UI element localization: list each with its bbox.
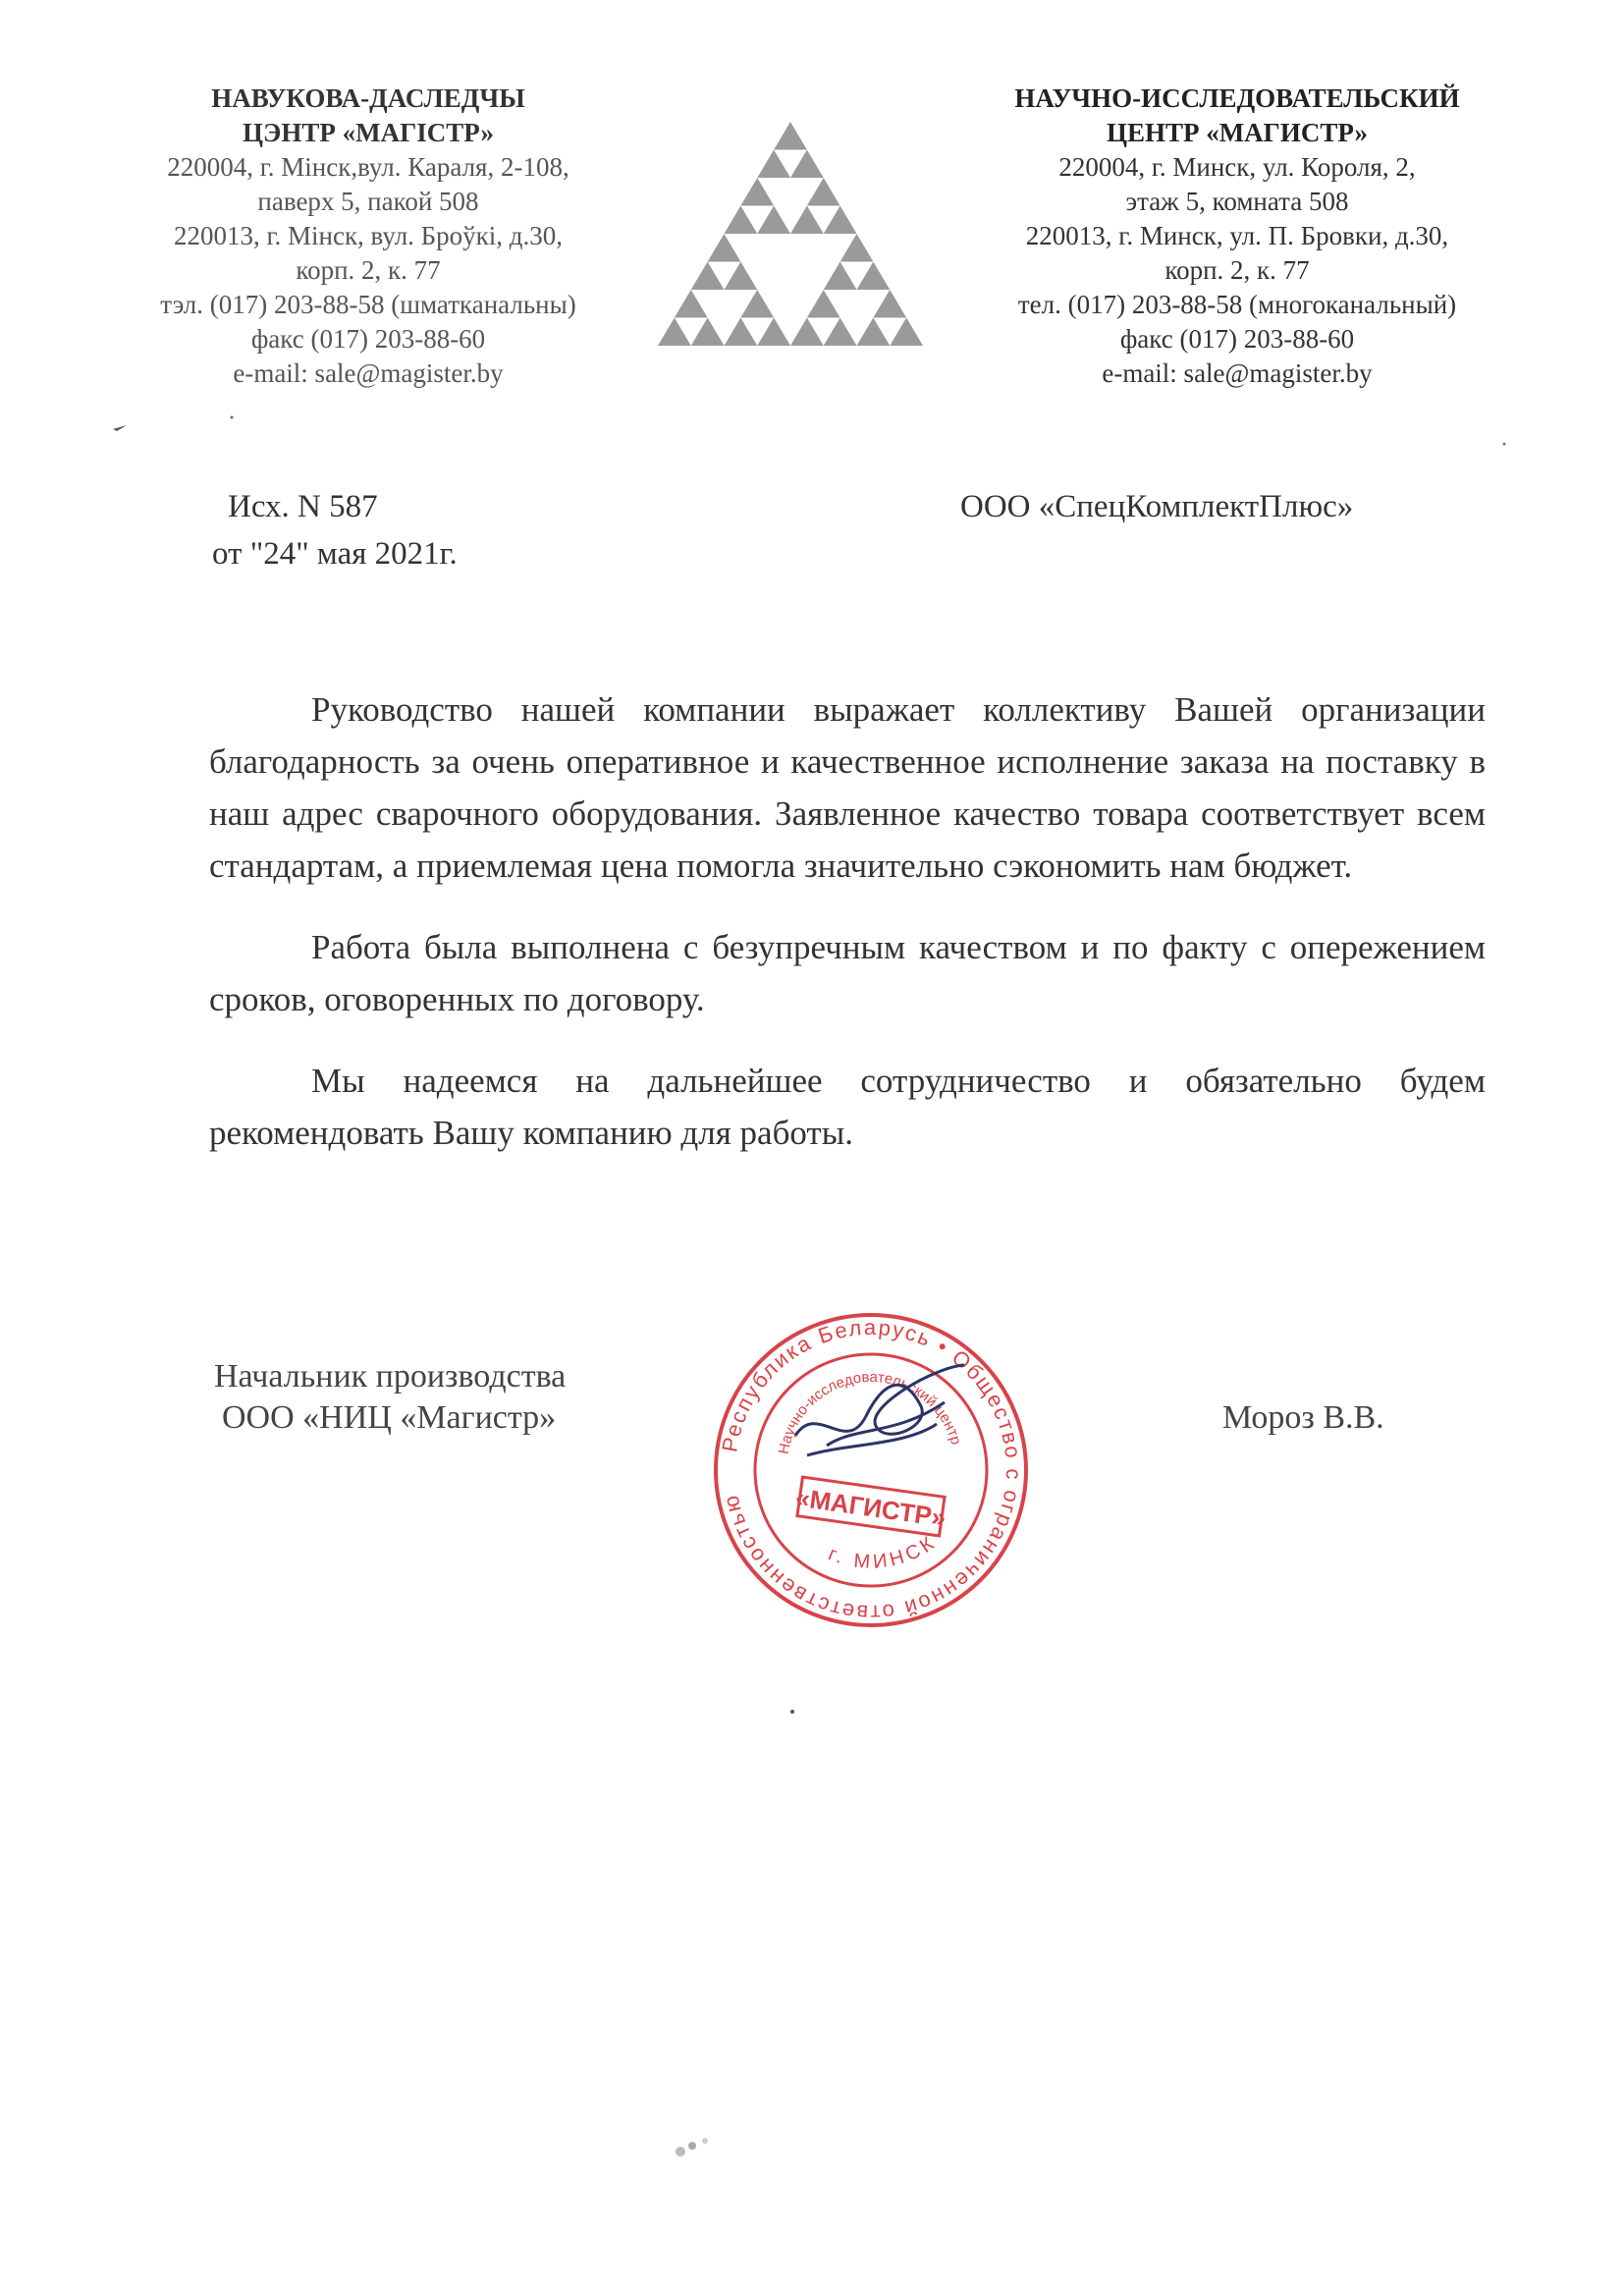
paragraph: Мы надеемся на дальнейшее сотрудничество и обязательно будем рекомендовать Вашу компанию для работы. — [209, 1062, 1486, 1152]
svg-text:Научно-исследовательский центр — [776, 1369, 964, 1455]
svg-text:г. МИНСК — [826, 1531, 942, 1573]
seal-inner-ring — [755, 1354, 987, 1586]
logo-triangle — [675, 290, 708, 318]
fax-line: факс (017) 203-88-60 — [1119, 324, 1355, 354]
logo-triangle — [725, 206, 758, 235]
letterhead-ru — [943, 82, 1532, 391]
logo-triangle — [658, 318, 691, 347]
signatory-company: ООО «НИЦ «Магистр» — [222, 1399, 557, 1436]
outgoing-number: Исх. N 587 — [228, 489, 378, 524]
logo-triangle — [824, 206, 857, 235]
speck — [1503, 443, 1506, 446]
speck — [790, 1710, 794, 1714]
seal-outer-text: Республика Беларусь • Общество с ограниченной ответственностью — [717, 1314, 1027, 1626]
speck — [702, 2138, 708, 2144]
logo-triangle — [824, 318, 857, 347]
logo-triangle — [873, 290, 906, 318]
speck — [676, 2147, 685, 2157]
phone-line: тэл. (017) 203-88-58 (шматканальны) — [160, 290, 576, 319]
email-line: e-mail: sale@magister.by — [1102, 358, 1373, 388]
letter-body — [209, 683, 1486, 1159]
address-line: корп. 2, к. 77 — [296, 255, 441, 285]
logo-triangle — [790, 318, 824, 347]
logo-triangle — [857, 262, 891, 291]
logo-triangle — [807, 290, 840, 318]
sierpinski-triangle-logo — [656, 120, 925, 348]
org-name-line1: НАВУКОВА-ДАСЛЕДЧЫ — [211, 83, 525, 113]
logo-triangle — [757, 206, 790, 235]
phone-line: тел. (017) 203-88-58 (многоканальный) — [1017, 290, 1457, 319]
address-line: 220004, г. Мінск,вул. Караля, 2-108, — [167, 152, 569, 182]
recipient: ООО «СпецКомплектПлюс» — [960, 489, 1354, 524]
logo-triangle — [857, 318, 891, 347]
logo-triangle — [757, 150, 790, 179]
logo-triangle — [691, 318, 725, 347]
seal-inner-text: Научно-исследовательский центр — [775, 1368, 965, 1456]
logo-triangle — [774, 122, 807, 150]
org-name-line2: ЦЕНТР «МАГИСТР» — [1106, 118, 1369, 147]
logo-triangle — [725, 318, 758, 347]
address-line: 220013, г. Минск, ул. П. Бровки, д.30, — [1025, 221, 1449, 250]
signatory-title: Начальник производства — [214, 1358, 567, 1394]
fax-line: факс (017) 203-88-60 — [250, 324, 486, 354]
letterhead-by — [113, 82, 623, 391]
address-line: 220004, г. Минск, ул. Короля, 2, — [1058, 152, 1416, 182]
org-name-line1: НАУЧНО-ИССЛЕДОВАТЕЛЬСКИЙ — [1014, 83, 1460, 113]
logo-triangle — [740, 178, 774, 206]
logo-triangle — [824, 262, 857, 291]
org-name-line2: ЦЭНТР «МАГІСТР» — [243, 118, 494, 147]
logo-triangle — [790, 206, 824, 235]
address-line: этаж 5, комната 508 — [1125, 187, 1349, 216]
logo-triangle — [740, 290, 774, 318]
logo-triangle — [807, 178, 840, 206]
logo-triangle — [691, 262, 725, 291]
logo-triangle — [757, 318, 790, 347]
letter-date: от "24" мая 2021г. — [212, 536, 458, 572]
speck — [688, 2142, 696, 2150]
company-seal — [709, 1308, 1033, 1632]
speck — [231, 416, 234, 419]
seal-bottom-text: г. МИНСК — [825, 1530, 942, 1573]
address-line: 220013, г. Мінск, вул. Броўкі, д.30, — [173, 221, 564, 250]
logo-triangle — [725, 262, 758, 291]
paragraph: Работа была выполнена с безупречным качеством и по факту с опережением сроков, оговоренных по договору. — [209, 928, 1486, 1018]
logo-triangle — [890, 318, 923, 347]
seal-center-text: «МАГИСТР» — [793, 1482, 948, 1533]
address-line: паверх 5, пакой 508 — [257, 187, 479, 216]
logo-triangle — [708, 234, 741, 262]
svg-text:Республика Беларусь • Общество — [717, 1315, 1026, 1625]
logo-triangle — [840, 234, 874, 262]
paragraph: Руководство нашей компании выражает коллективу Вашей организации благодарность за очень оперативное и качественное исполнение заказа на поставку в наш адрес сварочного оборудования. Заявленное качество товара соответствует всем стандартам, а приемлемая цена помогла значительно сэкономить нам бюджет. — [209, 690, 1486, 885]
signatory-name: Мороз В.В. — [1222, 1399, 1384, 1436]
address-line: корп. 2, к. 77 — [1164, 255, 1310, 285]
logo-triangle — [790, 150, 824, 179]
speck — [113, 425, 127, 431]
email-line: e-mail: sale@magister.by — [233, 358, 504, 388]
